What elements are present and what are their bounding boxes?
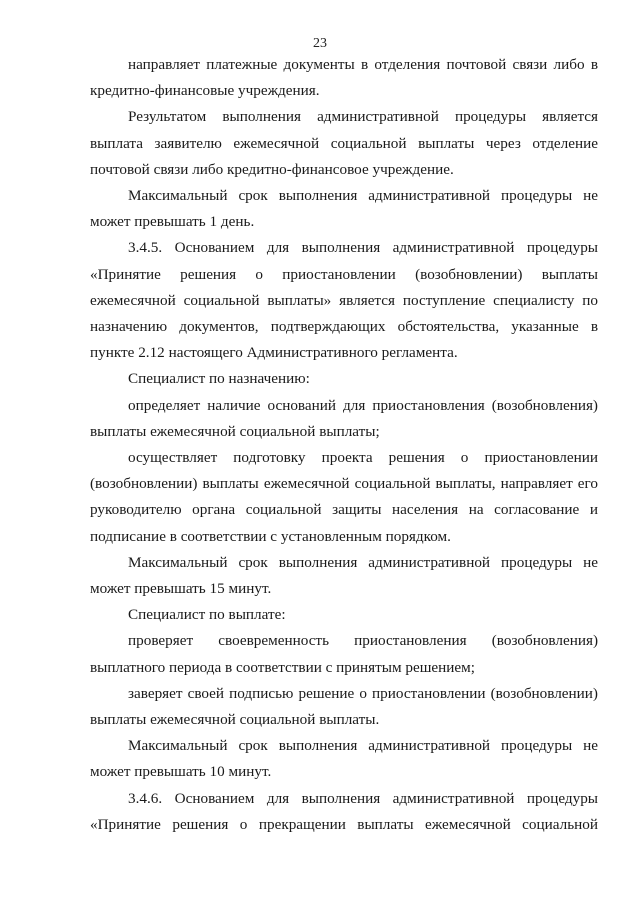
paragraph-determines-grounds: определяет наличие оснований для приостановления (возобновления) выплаты ежемесячной социальной выплаты;: [90, 396, 598, 440]
paragraph-prepares-draft: осуществляет подготовку проекта решения о приостановлении (возобновлении) выплаты ежемесячной социальной выплаты, направляет его руководителю органа социальной защиты населения на согласование и подписание в соответствии с установленным порядком.: [90, 449, 598, 545]
paragraph-3-4-5: 3.4.5. Основанием для выполнения административной процедуры «Принятие решения о приостановлении (возобновлении) выплаты ежемесячной социальной выплаты» является поступление специалисту по назначению документов, подтверждающих обстоятельства, указанные в пункте 2.12 настоящего Административного регламента.: [90, 239, 598, 362]
paragraph-checks-timeliness: проверяет своевременность приостановления (возобновления) выплатного периода в соответствии с принятым решением;: [90, 632, 598, 676]
paragraph-max-term-10-min: Максимальный срок выполнения административной процедуры не может превышать 10 минут.: [90, 737, 598, 781]
paragraph-max-term-1-day: Максимальный срок выполнения административной процедуры не может превышать 1 день.: [90, 187, 598, 231]
page-number: 23: [313, 36, 327, 51]
paragraph-max-term-15-min: Максимальный срок выполнения административной процедуры не может превышать 15 минут.: [90, 553, 598, 598]
paragraph-specialist-payment: Специалист по выплате:: [128, 606, 286, 624]
paragraph-certifies-signature: заверяет своей подписью решение о приостановлении (возобновлении) выплаты ежемесячной социальной выплаты.: [90, 684, 598, 729]
document-body: [90, 52, 598, 838]
paragraph-continuation: направляет платежные документы в отделения почтовой связи либо в кредитно-финансовые учреждения.: [90, 56, 598, 100]
paragraph-result: Результатом выполнения административной процедуры является выплата заявителю ежемесячной социальной выплаты через отделение почтовой связи либо кредитно-финансовое учреждение.: [90, 108, 598, 178]
paragraph-specialist-assignment: Специалист по назначению:: [128, 370, 310, 388]
paragraph-3-4-6: 3.4.6. Основанием для выполнения административной процедуры «Принятие решения о прекращении выплаты ежемесячной социальной: [90, 789, 598, 833]
